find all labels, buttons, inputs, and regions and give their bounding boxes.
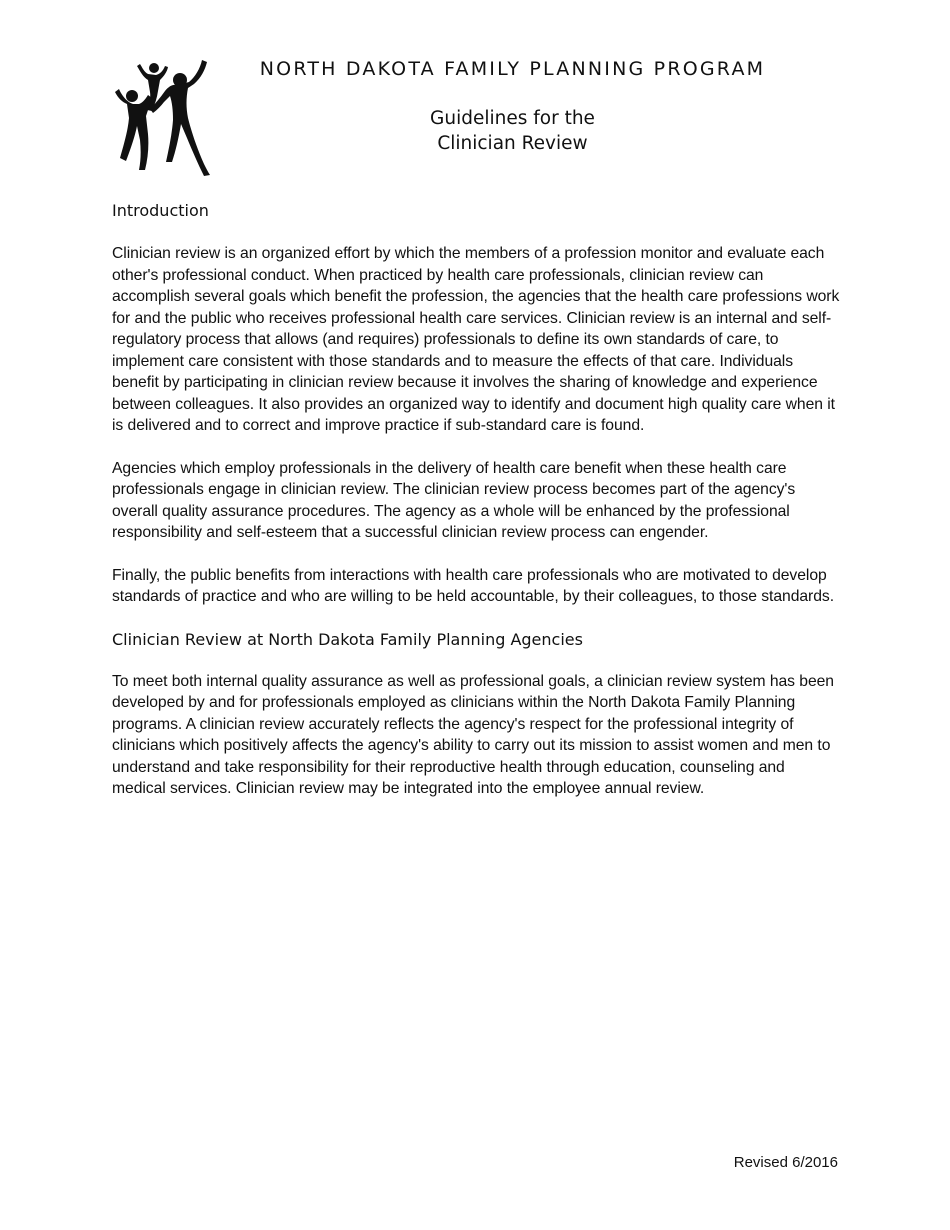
document-title-line-2: Clinician Review (437, 133, 588, 154)
logo-child-head (149, 63, 159, 73)
document-title (320, 106, 705, 156)
program-logo (112, 58, 212, 176)
nd-agencies-paragraph: To meet both internal quality assurance as well as professional goals, a clinician review system has been developed by and for professionals employed as clinicians within the North Dakota Family Planning programs. A clinician review accurately reflects the agency's respect for the professional integrity of clinicians which positively affects the agency's ability to carry out its mission to assist women and men to understand and take responsibility for their reproductive health through education, counseling and medical services. Clinician review may be integrated into the employee annual review. (112, 672, 834, 797)
program-title: NORTH DAKOTA FAMILY PLANNING PROGRAM (259, 58, 766, 80)
nd-agencies-heading: Clinician Review at North Dakota Family Planning Agencies (112, 629, 583, 649)
document-title-line-1: Guidelines for the (430, 108, 595, 129)
introduction-paragraph-2: Agencies which employ professionals in the delivery of health care benefit when these health care professionals engage in clinician review. The clinician review process becomes part of the agency's overall quality assurance procedures. The agency as a whole will be enhanced by the professional responsibility and self-esteem that a successful clinician review process can engender. (112, 459, 796, 541)
document-body (112, 200, 840, 821)
introduction-heading: Introduction (112, 201, 209, 220)
people-dancing-icon (112, 58, 212, 176)
revision-date: Revised 6/2016 (733, 1154, 838, 1171)
introduction-paragraph-3: Finally, the public benefits from interactions with health care professionals who are motivated to develop standards of practice and who are willing to be held accountable, by their colleagues, to those standards. (112, 566, 835, 605)
logo-left-head (126, 90, 138, 102)
introduction-paragraph-1: Clinician review is an organized effort by which the members of a profession monitor and evaluate each other's professional conduct. When practiced by health care professionals, clinician review can accomplish several goals which benefit the profession, the agencies that the health care professions work for and the public who receives professional health care services. Clinician review is an internal and self-regulatory process that allows (and requires) professionals to define its own standards of care, to implement care consistent with those standards and to measure the effects of that care. Individuals benefit by participating in clinician review because it involves the sharing of knowledge and experience between colleagues. It also provides an organized way to identify and document high quality care when it is delivered and to correct and improve practice if sub-standard care is found. (112, 245, 840, 434)
